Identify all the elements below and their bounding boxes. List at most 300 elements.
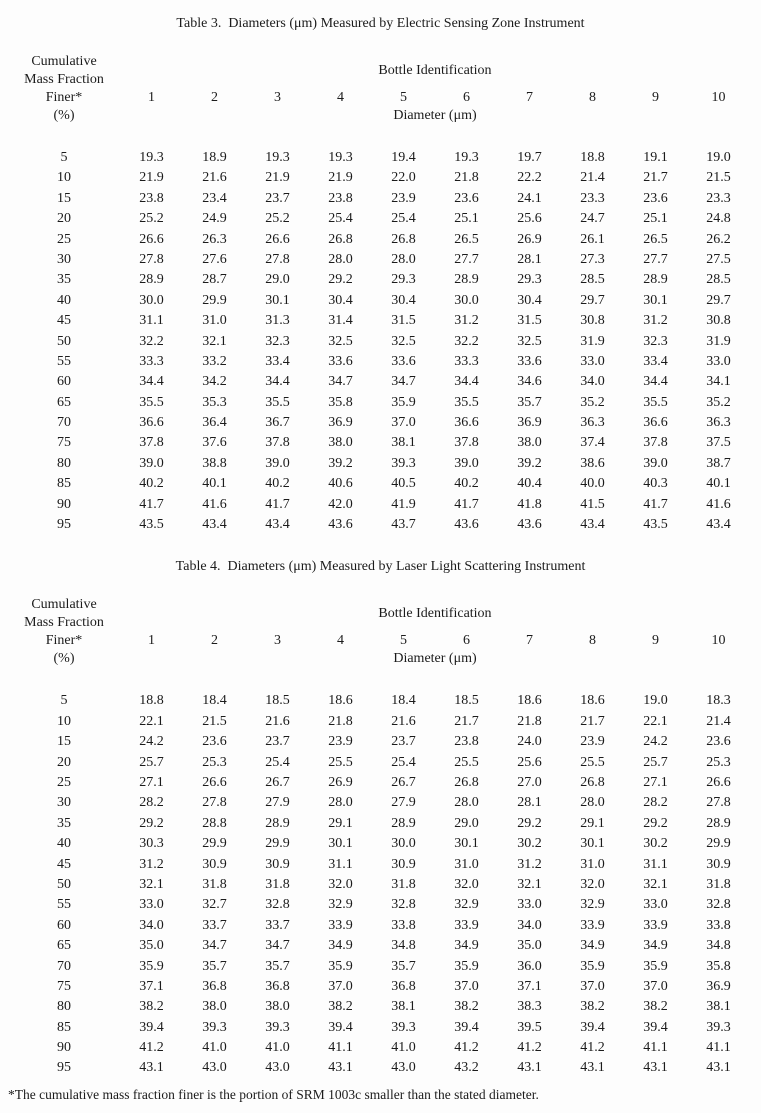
diameter-value: 33.3 <box>454 353 479 369</box>
diameter-value: 38.0 <box>265 999 290 1015</box>
mass-fraction-percent: 90 <box>57 496 71 512</box>
diameter-value: 34.2 <box>202 374 227 390</box>
diameter-value: 32.9 <box>580 897 605 913</box>
bottle-id: 5 <box>400 633 407 649</box>
diameter-value: 25.5 <box>580 754 605 770</box>
diameter-value: 38.6 <box>580 455 605 471</box>
diameter-value: 31.8 <box>265 876 290 892</box>
diameter-value: 33.6 <box>328 353 353 369</box>
diameter-value: 21.6 <box>202 170 227 186</box>
diameter-value: 27.6 <box>202 251 227 267</box>
diameter-value: 41.7 <box>454 496 479 512</box>
diameter-value: 29.7 <box>706 292 731 308</box>
diameter-value: 19.3 <box>139 150 164 165</box>
diameter-value: 33.0 <box>139 897 164 913</box>
diameter-value: 21.8 <box>328 713 353 729</box>
mass-fraction-percent: 65 <box>57 394 71 410</box>
diameter-value: 39.3 <box>265 1019 290 1035</box>
diameter-value: 40.1 <box>202 476 227 492</box>
diameter-value: 26.7 <box>265 774 290 790</box>
diameter-value: 31.8 <box>706 876 731 892</box>
mass-fraction-percent: 25 <box>57 231 71 247</box>
diameter-value: 39.3 <box>706 1019 731 1035</box>
diameter-value: 19.0 <box>643 693 668 709</box>
diameter-value: 33.9 <box>454 917 479 933</box>
diameter-value: 43.1 <box>580 1060 605 1076</box>
diameter-value: 35.9 <box>454 958 479 974</box>
diameter-value: 32.1 <box>139 876 164 892</box>
table3-body <box>8 148 761 535</box>
diameter-value: 28.0 <box>328 251 353 267</box>
diameter-value: 41.1 <box>328 1040 353 1056</box>
diameter-value: 21.4 <box>706 713 731 729</box>
diameter-value: 25.6 <box>517 211 542 227</box>
diameter-value: 28.8 <box>202 815 227 831</box>
diameter-value: 19.0 <box>706 150 731 165</box>
diameter-value: 26.3 <box>202 231 227 247</box>
mass-fraction-percent: 15 <box>57 734 71 750</box>
diameter-value: 31.9 <box>580 333 605 349</box>
diameter-value: 27.7 <box>454 251 479 267</box>
diameter-value: 25.3 <box>706 754 731 770</box>
diameter-value: 22.1 <box>643 713 668 729</box>
diameter-value: 29.3 <box>391 272 416 288</box>
diameter-value: 37.8 <box>265 435 290 451</box>
diameter-value: 38.0 <box>202 999 227 1015</box>
diameter-value: 31.2 <box>139 856 164 872</box>
mass-fraction-percent: 75 <box>57 435 71 451</box>
diameter-value: 33.4 <box>265 353 290 369</box>
diameter-value: 29.3 <box>517 272 542 288</box>
diameter-value: 30.8 <box>580 313 605 329</box>
diameter-value: 23.8 <box>139 190 164 206</box>
mass-fraction-percent: 5 <box>60 693 68 709</box>
diameter-value: 18.4 <box>391 693 416 709</box>
diameter-value: 21.5 <box>706 170 731 186</box>
diameter-value: 36.6 <box>139 415 164 431</box>
bottle-id: 9 <box>652 90 659 105</box>
row-header-label <box>8 596 120 668</box>
diameter-value: 30.1 <box>328 836 353 852</box>
diameter-value: 41.2 <box>580 1040 605 1056</box>
diameter-value: 30.9 <box>706 856 731 872</box>
diameter-value: 34.4 <box>265 374 290 390</box>
diameter-value: 37.5 <box>706 435 731 451</box>
diameter-value: 43.1 <box>139 1060 164 1076</box>
diameter-value: 28.9 <box>643 272 668 288</box>
diameter-value: 25.4 <box>391 211 416 227</box>
diameter-value: 38.2 <box>454 999 479 1015</box>
diameter-value: 36.6 <box>454 415 479 431</box>
diameter-value: 24.2 <box>139 734 164 750</box>
mass-fraction-percent: 85 <box>57 476 71 492</box>
diameter-value: 19.7 <box>517 150 542 165</box>
diameter-value: 25.6 <box>517 754 542 770</box>
diameter-value: 36.8 <box>202 978 227 994</box>
mass-fraction-percent: 30 <box>57 795 71 811</box>
diameter-value: 18.8 <box>139 693 164 709</box>
mass-fraction-percent: 10 <box>57 713 71 729</box>
diameter-value: 26.7 <box>391 774 416 790</box>
diameter-value: 25.1 <box>643 211 668 227</box>
diameter-value: 35.5 <box>454 394 479 410</box>
diameter-value: 39.4 <box>454 1019 479 1035</box>
bottle-id: 1 <box>148 90 155 105</box>
diameter-value: 25.4 <box>328 211 353 227</box>
diameter-value: 34.4 <box>454 374 479 390</box>
diameter-value: 39.3 <box>391 1019 416 1035</box>
diameter-value: 25.7 <box>139 754 164 770</box>
diameter-value: 25.2 <box>265 211 290 227</box>
diameter-value: 25.1 <box>454 211 479 227</box>
diameter-value: 30.3 <box>139 836 164 852</box>
diameter-value: 32.1 <box>202 333 227 349</box>
diameter-value: 43.5 <box>139 517 164 533</box>
diameter-value: 35.0 <box>139 938 164 954</box>
diameter-value: 38.3 <box>517 999 542 1015</box>
diameter-value: 27.9 <box>391 795 416 811</box>
diameter-value: 38.7 <box>706 455 731 471</box>
diameter-value: 21.6 <box>265 713 290 729</box>
diameter-value: 36.9 <box>328 415 353 431</box>
diameter-value: 29.0 <box>265 272 290 288</box>
diameter-value: 34.4 <box>139 374 164 390</box>
diameter-value: 30.1 <box>265 292 290 308</box>
table4-header <box>8 596 761 668</box>
diameter-value: 21.9 <box>328 170 353 186</box>
diameter-value: 26.9 <box>328 774 353 790</box>
diameter-value: 35.5 <box>643 394 668 410</box>
diameter-value: 27.1 <box>643 774 668 790</box>
diameter-value: 34.9 <box>328 938 353 954</box>
diameter-value: 38.1 <box>391 435 416 451</box>
diameter-value: 18.5 <box>265 693 290 709</box>
diameter-value: 41.2 <box>139 1040 164 1056</box>
diameter-value: 36.4 <box>202 415 227 431</box>
diameter-value: 34.6 <box>517 374 542 390</box>
diameter-value: 19.1 <box>643 150 668 165</box>
diameter-value: 40.6 <box>328 476 353 492</box>
diameter-value: 34.0 <box>580 374 605 390</box>
diameter-value: 23.8 <box>454 734 479 750</box>
diameter-value: 23.7 <box>265 190 290 206</box>
diameter-value: 28.2 <box>643 795 668 811</box>
diameter-value: 25.7 <box>643 754 668 770</box>
diameter-value: 27.1 <box>139 774 164 790</box>
diameter-value: 43.6 <box>454 517 479 533</box>
diameter-value: 26.8 <box>391 231 416 247</box>
diameter-value: 37.0 <box>580 978 605 994</box>
diameter-value: 30.0 <box>391 836 416 852</box>
diameter-value: 43.0 <box>391 1060 416 1076</box>
diameter-value: 32.8 <box>265 897 290 913</box>
diameter-value: 29.2 <box>517 815 542 831</box>
diameter-unit-label: Diameter (μm) <box>393 108 477 123</box>
diameter-value: 41.2 <box>517 1040 542 1056</box>
mass-fraction-percent: 80 <box>57 455 71 471</box>
diameter-value: 37.6 <box>202 435 227 451</box>
row-header-line: (%) <box>53 108 75 123</box>
bottle-identification-label: Bottle Identification <box>378 63 492 78</box>
row-header-line: Finer* <box>45 633 83 649</box>
diameter-value: 23.6 <box>202 734 227 750</box>
diameter-value: 36.9 <box>517 415 542 431</box>
bottle-id: 3 <box>274 633 281 649</box>
diameter-value: 39.4 <box>328 1019 353 1035</box>
mass-fraction-percent: 40 <box>57 836 71 852</box>
diameter-value: 23.6 <box>706 734 731 750</box>
diameter-value: 40.4 <box>517 476 542 492</box>
mass-fraction-percent: 5 <box>60 150 68 165</box>
diameter-value: 28.9 <box>139 272 164 288</box>
table3-title: Table 3. Diameters (μm) Measured by Electric Sensing Zone Instrument <box>176 16 585 31</box>
diameter-value: 35.5 <box>265 394 290 410</box>
diameter-value: 18.6 <box>517 693 542 709</box>
mass-fraction-percent: 35 <box>57 815 71 831</box>
diameter-value: 41.2 <box>454 1040 479 1056</box>
diameter-value: 34.1 <box>706 374 731 390</box>
diameter-value: 40.1 <box>706 476 731 492</box>
diameter-value: 43.4 <box>706 517 731 533</box>
bottle-id: 3 <box>274 90 281 105</box>
diameter-value: 32.5 <box>391 333 416 349</box>
diameter-value: 24.1 <box>517 190 542 206</box>
diameter-value: 33.6 <box>391 353 416 369</box>
diameter-value: 21.7 <box>580 713 605 729</box>
diameter-value: 23.9 <box>580 734 605 750</box>
diameter-value: 29.0 <box>454 815 479 831</box>
bottle-id: 2 <box>211 633 218 649</box>
diameter-value: 31.5 <box>517 313 542 329</box>
diameter-value: 32.7 <box>202 897 227 913</box>
diameter-value: 26.8 <box>454 774 479 790</box>
diameter-value: 28.0 <box>391 251 416 267</box>
diameter-value: 28.2 <box>139 795 164 811</box>
diameter-value: 24.2 <box>643 734 668 750</box>
diameter-value: 37.8 <box>643 435 668 451</box>
diameter-value: 32.9 <box>454 897 479 913</box>
diameter-value: 41.6 <box>706 496 731 512</box>
diameter-value: 30.2 <box>643 836 668 852</box>
diameter-value: 25.5 <box>454 754 479 770</box>
diameter-value: 31.1 <box>328 856 353 872</box>
table4-section <box>0 559 761 1078</box>
diameter-value: 39.4 <box>580 1019 605 1035</box>
mass-fraction-percent: 95 <box>57 517 71 533</box>
diameter-value: 28.1 <box>517 251 542 267</box>
bottle-id: 5 <box>400 90 407 105</box>
diameter-value: 35.9 <box>139 958 164 974</box>
diameter-value: 22.1 <box>139 713 164 729</box>
diameter-value: 18.3 <box>706 693 731 709</box>
diameter-value: 39.0 <box>643 455 668 471</box>
mass-fraction-percent: 70 <box>57 958 71 974</box>
diameter-value: 31.9 <box>706 333 731 349</box>
diameter-value: 32.8 <box>706 897 731 913</box>
diameter-value: 31.0 <box>454 856 479 872</box>
diameter-value: 32.2 <box>139 333 164 349</box>
diameter-value: 32.1 <box>643 876 668 892</box>
mass-fraction-percent: 40 <box>57 292 71 308</box>
diameter-value: 41.7 <box>265 496 290 512</box>
diameter-value: 33.6 <box>517 353 542 369</box>
diameter-value: 18.8 <box>580 150 605 165</box>
diameter-value: 31.4 <box>328 313 353 329</box>
diameter-value: 28.5 <box>706 272 731 288</box>
diameter-value: 32.0 <box>580 876 605 892</box>
diameter-value: 36.8 <box>265 978 290 994</box>
diameter-value: 37.0 <box>328 978 353 994</box>
diameter-value: 35.3 <box>202 394 227 410</box>
diameter-value: 26.2 <box>706 231 731 247</box>
diameter-value: 27.0 <box>517 774 542 790</box>
diameter-value: 27.3 <box>580 251 605 267</box>
diameter-value: 31.5 <box>391 313 416 329</box>
mass-fraction-percent: 20 <box>57 754 71 770</box>
diameter-value: 34.7 <box>202 938 227 954</box>
diameter-value: 32.0 <box>328 876 353 892</box>
diameter-value: 28.0 <box>580 795 605 811</box>
diameter-value: 43.5 <box>643 517 668 533</box>
diameter-value: 33.9 <box>643 917 668 933</box>
mass-fraction-percent: 55 <box>57 353 71 369</box>
table4-title: Table 4. Diameters (μm) Measured by Laser Light Scattering Instrument <box>175 559 586 575</box>
diameter-value: 21.7 <box>454 713 479 729</box>
diameter-value: 27.8 <box>706 795 731 811</box>
diameter-value: 43.2 <box>454 1060 479 1076</box>
bottle-id: 7 <box>526 633 533 649</box>
diameter-value: 29.2 <box>328 272 353 288</box>
diameter-value: 30.0 <box>454 292 479 308</box>
diameter-value: 34.4 <box>643 374 668 390</box>
diameter-value: 26.1 <box>580 231 605 247</box>
diameter-value: 40.0 <box>580 476 605 492</box>
diameter-value: 41.0 <box>265 1040 290 1056</box>
diameter-value: 38.8 <box>202 455 227 471</box>
diameter-value: 36.9 <box>706 978 731 994</box>
diameter-value: 39.2 <box>328 455 353 471</box>
bottle-id: 7 <box>526 90 533 105</box>
bottle-id: 6 <box>463 90 470 105</box>
diameter-value: 34.7 <box>265 938 290 954</box>
diameter-value: 27.9 <box>265 795 290 811</box>
diameter-value: 41.5 <box>580 496 605 512</box>
diameter-value: 18.6 <box>328 693 353 709</box>
diameter-value: 28.9 <box>391 815 416 831</box>
row-header-line: Cumulative <box>31 597 97 613</box>
diameter-value: 18.6 <box>580 693 605 709</box>
diameter-value: 35.2 <box>706 394 731 410</box>
mass-fraction-percent: 55 <box>57 897 71 913</box>
bottle-id: 9 <box>652 633 659 649</box>
bottle-identification-label: Bottle Identification <box>378 606 492 622</box>
diameter-value: 33.4 <box>643 353 668 369</box>
diameter-value: 28.9 <box>706 815 731 831</box>
bottle-id: 4 <box>337 90 344 105</box>
diameter-value: 30.4 <box>517 292 542 308</box>
diameter-value: 31.8 <box>391 876 416 892</box>
bottle-id-row <box>120 89 750 107</box>
diameter-value: 34.7 <box>328 374 353 390</box>
diameter-value: 28.9 <box>265 815 290 831</box>
diameter-value: 34.8 <box>391 938 416 954</box>
diameter-value: 38.2 <box>139 999 164 1015</box>
diameter-value: 21.7 <box>643 170 668 186</box>
diameter-value: 32.5 <box>517 333 542 349</box>
diameter-value: 36.8 <box>391 978 416 994</box>
diameter-value: 43.7 <box>391 517 416 533</box>
diameter-value: 41.0 <box>391 1040 416 1056</box>
diameter-value: 23.9 <box>328 734 353 750</box>
diameter-value: 18.4 <box>202 693 227 709</box>
diameter-value: 30.9 <box>391 856 416 872</box>
diameter-value: 33.9 <box>580 917 605 933</box>
diameter-value: 41.9 <box>391 496 416 512</box>
diameter-value: 38.2 <box>580 999 605 1015</box>
diameter-value: 30.8 <box>706 313 731 329</box>
diameter-value: 27.8 <box>139 251 164 267</box>
diameter-value: 43.6 <box>328 517 353 533</box>
diameter-value: 30.1 <box>580 836 605 852</box>
diameter-value: 40.2 <box>139 476 164 492</box>
diameter-value: 31.0 <box>580 856 605 872</box>
diameter-value: 23.3 <box>580 190 605 206</box>
diameter-value: 27.8 <box>202 795 227 811</box>
diameter-value: 35.0 <box>517 938 542 954</box>
diameter-value: 28.1 <box>517 795 542 811</box>
diameter-value: 34.8 <box>706 938 731 954</box>
diameter-value: 30.9 <box>202 856 227 872</box>
diameter-value: 39.3 <box>202 1019 227 1035</box>
diameter-value: 41.7 <box>643 496 668 512</box>
diameter-value: 31.2 <box>517 856 542 872</box>
diameter-value: 25.3 <box>202 754 227 770</box>
diameter-value: 32.8 <box>391 897 416 913</box>
diameter-value: 39.4 <box>643 1019 668 1035</box>
diameter-value: 21.6 <box>391 713 416 729</box>
mass-fraction-percent: 10 <box>57 170 71 186</box>
diameter-value: 35.8 <box>328 394 353 410</box>
mass-fraction-percent: 50 <box>57 876 71 892</box>
diameter-value: 26.9 <box>517 231 542 247</box>
diameter-value: 35.5 <box>139 394 164 410</box>
diameter-value: 40.2 <box>454 476 479 492</box>
diameter-value: 35.7 <box>517 394 542 410</box>
diameter-value: 32.9 <box>328 897 353 913</box>
diameter-value: 21.5 <box>202 713 227 729</box>
diameter-value: 35.9 <box>391 394 416 410</box>
mass-fraction-percent: 80 <box>57 999 71 1015</box>
diameter-value: 41.7 <box>139 496 164 512</box>
diameter-value: 41.0 <box>202 1040 227 1056</box>
diameter-value: 36.0 <box>517 958 542 974</box>
bottle-id: 6 <box>463 633 470 649</box>
diameter-value: 29.9 <box>265 836 290 852</box>
table4-body <box>8 691 761 1078</box>
diameter-value: 33.0 <box>706 353 731 369</box>
diameter-value: 29.9 <box>202 836 227 852</box>
diameter-value: 23.3 <box>706 190 731 206</box>
diameter-value: 27.7 <box>643 251 668 267</box>
diameter-value: 21.8 <box>454 170 479 186</box>
diameter-value: 18.9 <box>202 150 227 165</box>
diameter-value: 39.0 <box>454 455 479 471</box>
diameter-value: 35.2 <box>580 394 605 410</box>
diameter-value: 43.1 <box>643 1060 668 1076</box>
diameter-value: 38.0 <box>517 435 542 451</box>
diameter-value: 31.8 <box>202 876 227 892</box>
diameter-value: 36.3 <box>706 415 731 431</box>
